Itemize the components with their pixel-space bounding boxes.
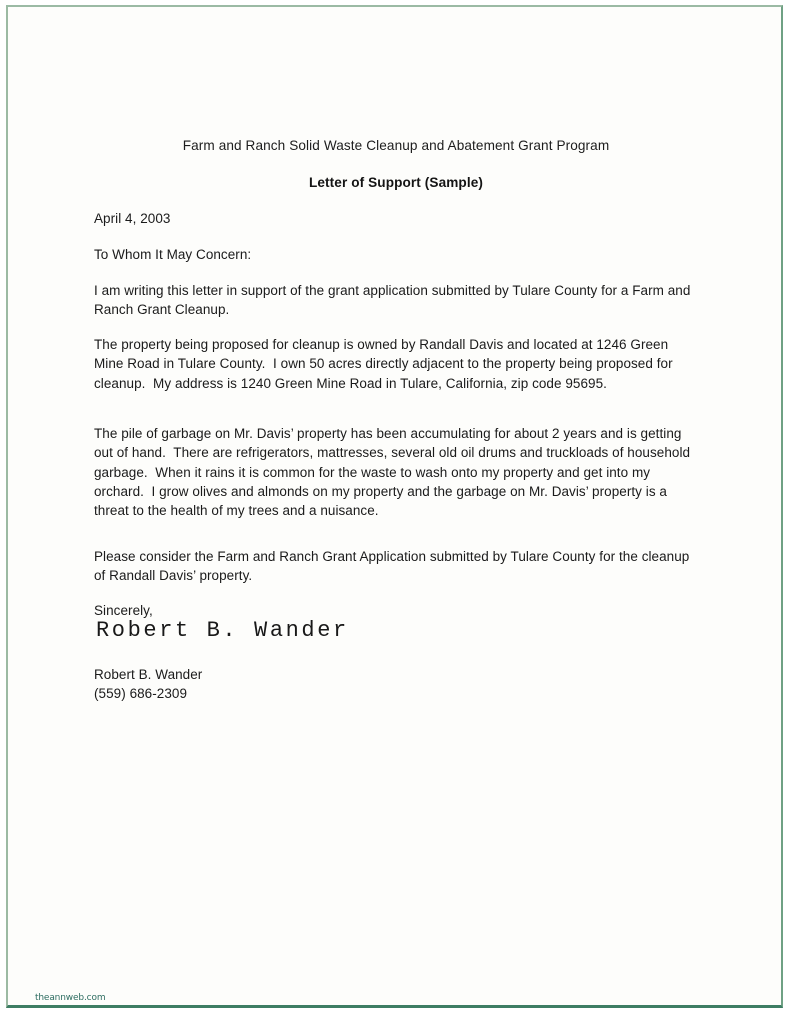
letter-paragraph: The property being proposed for cleanup is owned by Randall Davis and located at 1246 Green Mine Road in Tulare County. I own 50 acres directly adjacent to the property being proposed for cleanup. My address is 1240 Green Mine Road in Tulare, California, zip code 95695. bbox=[94, 337, 677, 391]
signer-name: Robert B. Wander bbox=[94, 667, 203, 682]
letter-closing: Sincerely, bbox=[94, 603, 153, 618]
letter-title: Letter of Support (Sample) bbox=[308, 175, 484, 190]
letter-paragraph: The pile of garbage on Mr. Davis’ property has been accumulating for about 2 years and is getting out of hand. There are refrigerators, mattresses, several old oil drums and truckloads of household garbage. When it rains it is common for the waste to wash onto my property and get into my orchard. I grow olives and almonds on my property and the garbage on Mr. Davis’ property is a threat to the health of my trees and a nuisance. bbox=[94, 426, 694, 519]
letter-paragraph: Please consider the Farm and Ranch Grant Application submitted by Tulare County for the cleanup of Randall Davis’ property. bbox=[94, 549, 694, 584]
letter-paragraph: I am writing this letter in support of the grant application submitted by Tulare County for a Farm and Ranch Grant Cleanup. bbox=[94, 283, 695, 318]
site-watermark: theannweb.com bbox=[35, 993, 106, 1003]
letter-sheet bbox=[8, 7, 781, 1005]
program-title: Farm and Ranch Solid Waste Cleanup and Abatement Grant Program bbox=[182, 138, 610, 153]
letter-salutation: To Whom It May Concern: bbox=[94, 247, 252, 262]
signature-line: Robert B. Wander bbox=[96, 618, 349, 643]
signer-phone: (559) 686-2309 bbox=[94, 686, 188, 701]
letter-date: April 4, 2003 bbox=[94, 211, 171, 226]
